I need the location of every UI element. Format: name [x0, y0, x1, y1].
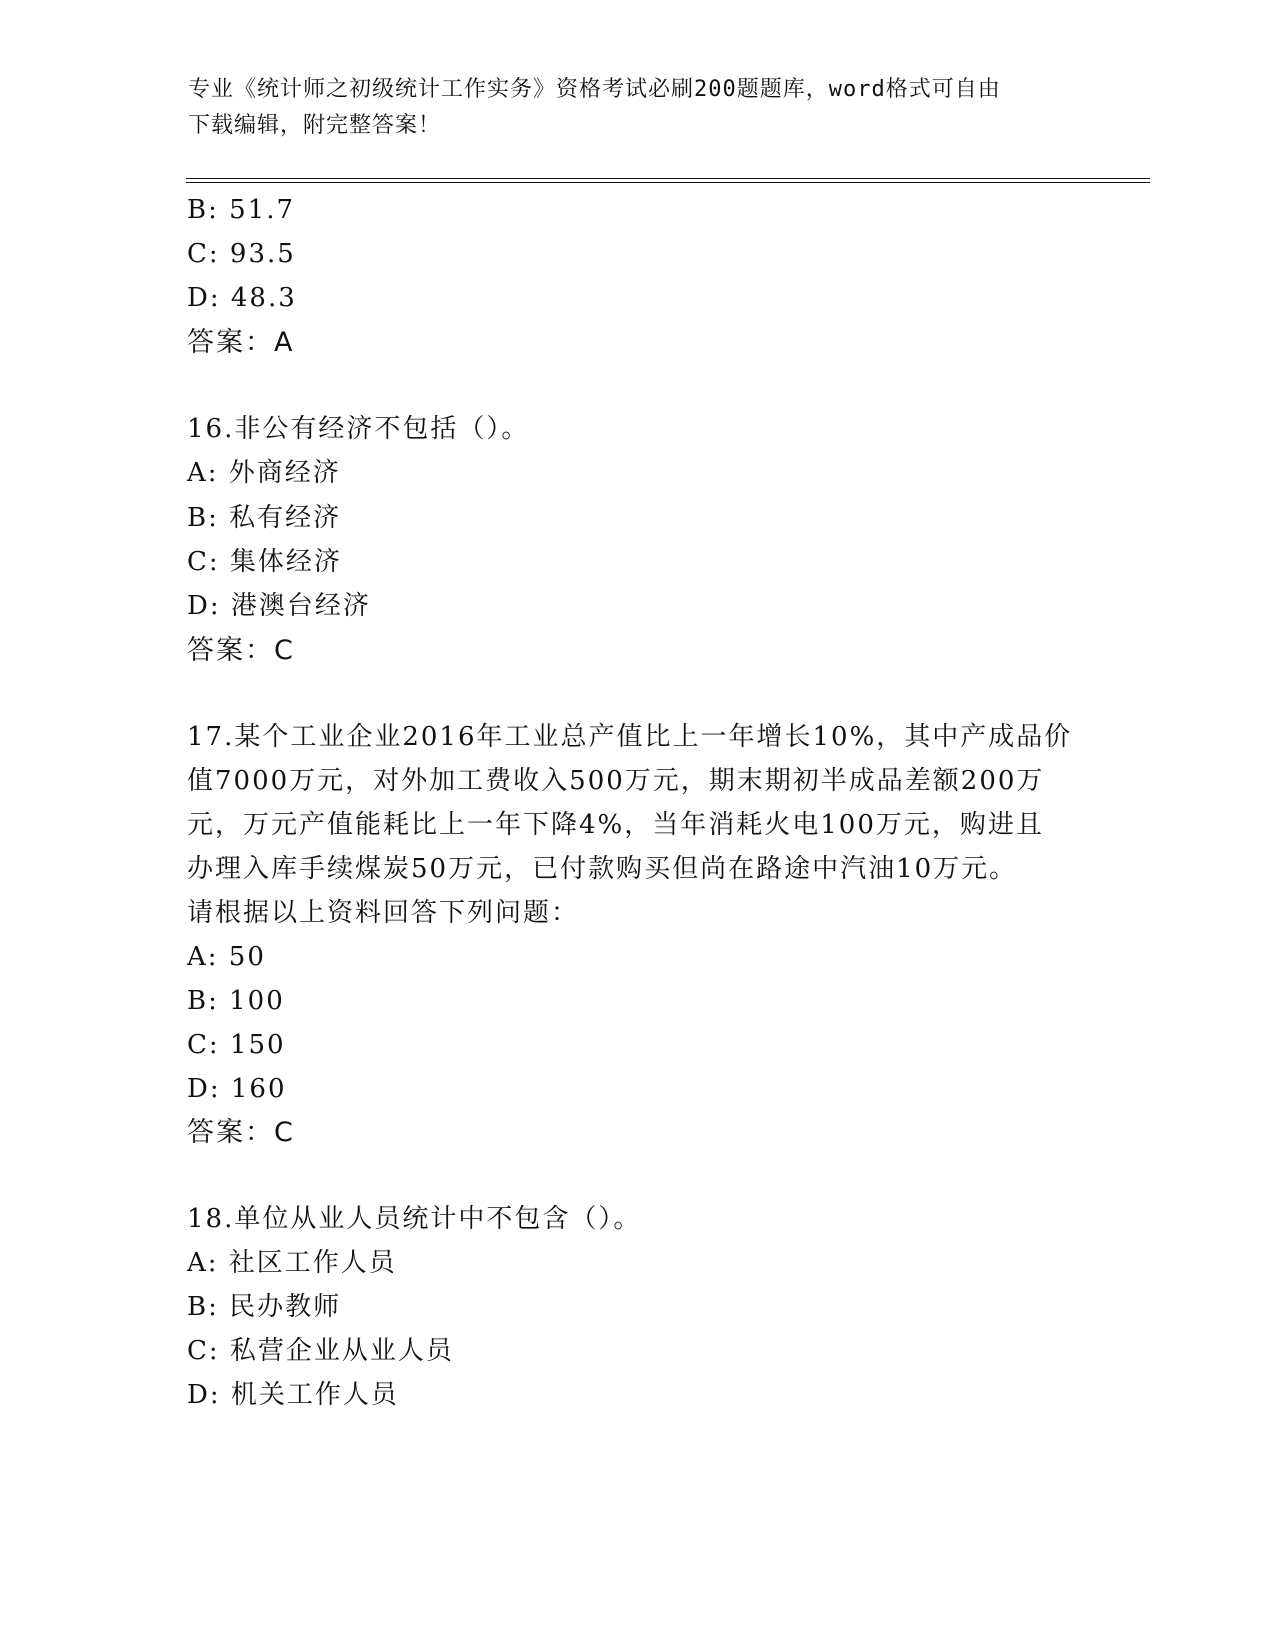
- q18-option-c: C: 私营企业从业人员: [187, 1336, 454, 1366]
- q16-option-c: C: 集体经济: [187, 547, 342, 577]
- q18-question: 18.单位从业人员统计中不包含（）。: [187, 1204, 642, 1234]
- q16-question: 16.非公有经济不包括（）。: [187, 414, 530, 444]
- q18-option-a: A: 社区工作人员: [187, 1248, 397, 1278]
- header-line-1: 专业《统计师之初级统计工作实务》资格考试必刷200题题库，word格式可自由: [188, 77, 1001, 102]
- header-rule-bottom: [186, 182, 1150, 183]
- q16-option-b: B: 私有经济: [187, 503, 342, 533]
- q17-question-line-5: 请根据以上资料回答下列问题：: [187, 898, 580, 928]
- q17-option-b: B: 100: [187, 986, 285, 1016]
- q18-option-d: D: 机关工作人员: [187, 1380, 399, 1410]
- q17-option-c: C: 150: [187, 1030, 286, 1060]
- q17-option-a: A: 50: [187, 942, 266, 972]
- q18-option-b: B: 民办教师: [187, 1292, 342, 1322]
- q17-option-d: D: 160: [187, 1074, 287, 1104]
- q15-option-b: B: 51.7: [187, 195, 296, 225]
- q17-answer: 答案：C: [187, 1117, 295, 1148]
- header-rule-top: [186, 178, 1150, 179]
- q16-option-d: D: 港澳台经济: [187, 591, 371, 621]
- document-header: [188, 72, 1088, 144]
- q17-question-line-1: 17.某个工业企业2016年工业总产值比上一年增长10%，其中产成品价: [187, 722, 1073, 752]
- q15-answer: 答案：A: [187, 327, 295, 358]
- q17-question-line-4: 办理入库手续煤炭50万元，已付款购买但尚在路途中汽油10万元。: [187, 854, 1018, 884]
- q17-question-line-3: 元，万元产值能耗比上一年下降4%，当年消耗火电100万元，购进且: [187, 810, 1044, 840]
- q17-question-line-2: 值7000万元，对外加工费收入500万元，期末期初半成品差额200万: [187, 766, 1045, 796]
- header-line-2: 下载编辑，附完整答案！: [188, 113, 442, 138]
- q15-option-d: D: 48.3: [187, 283, 297, 313]
- q16-option-a: A: 外商经济: [187, 458, 341, 488]
- q15-option-c: C: 93.5: [187, 239, 296, 269]
- q16-answer: 答案：C: [187, 635, 295, 666]
